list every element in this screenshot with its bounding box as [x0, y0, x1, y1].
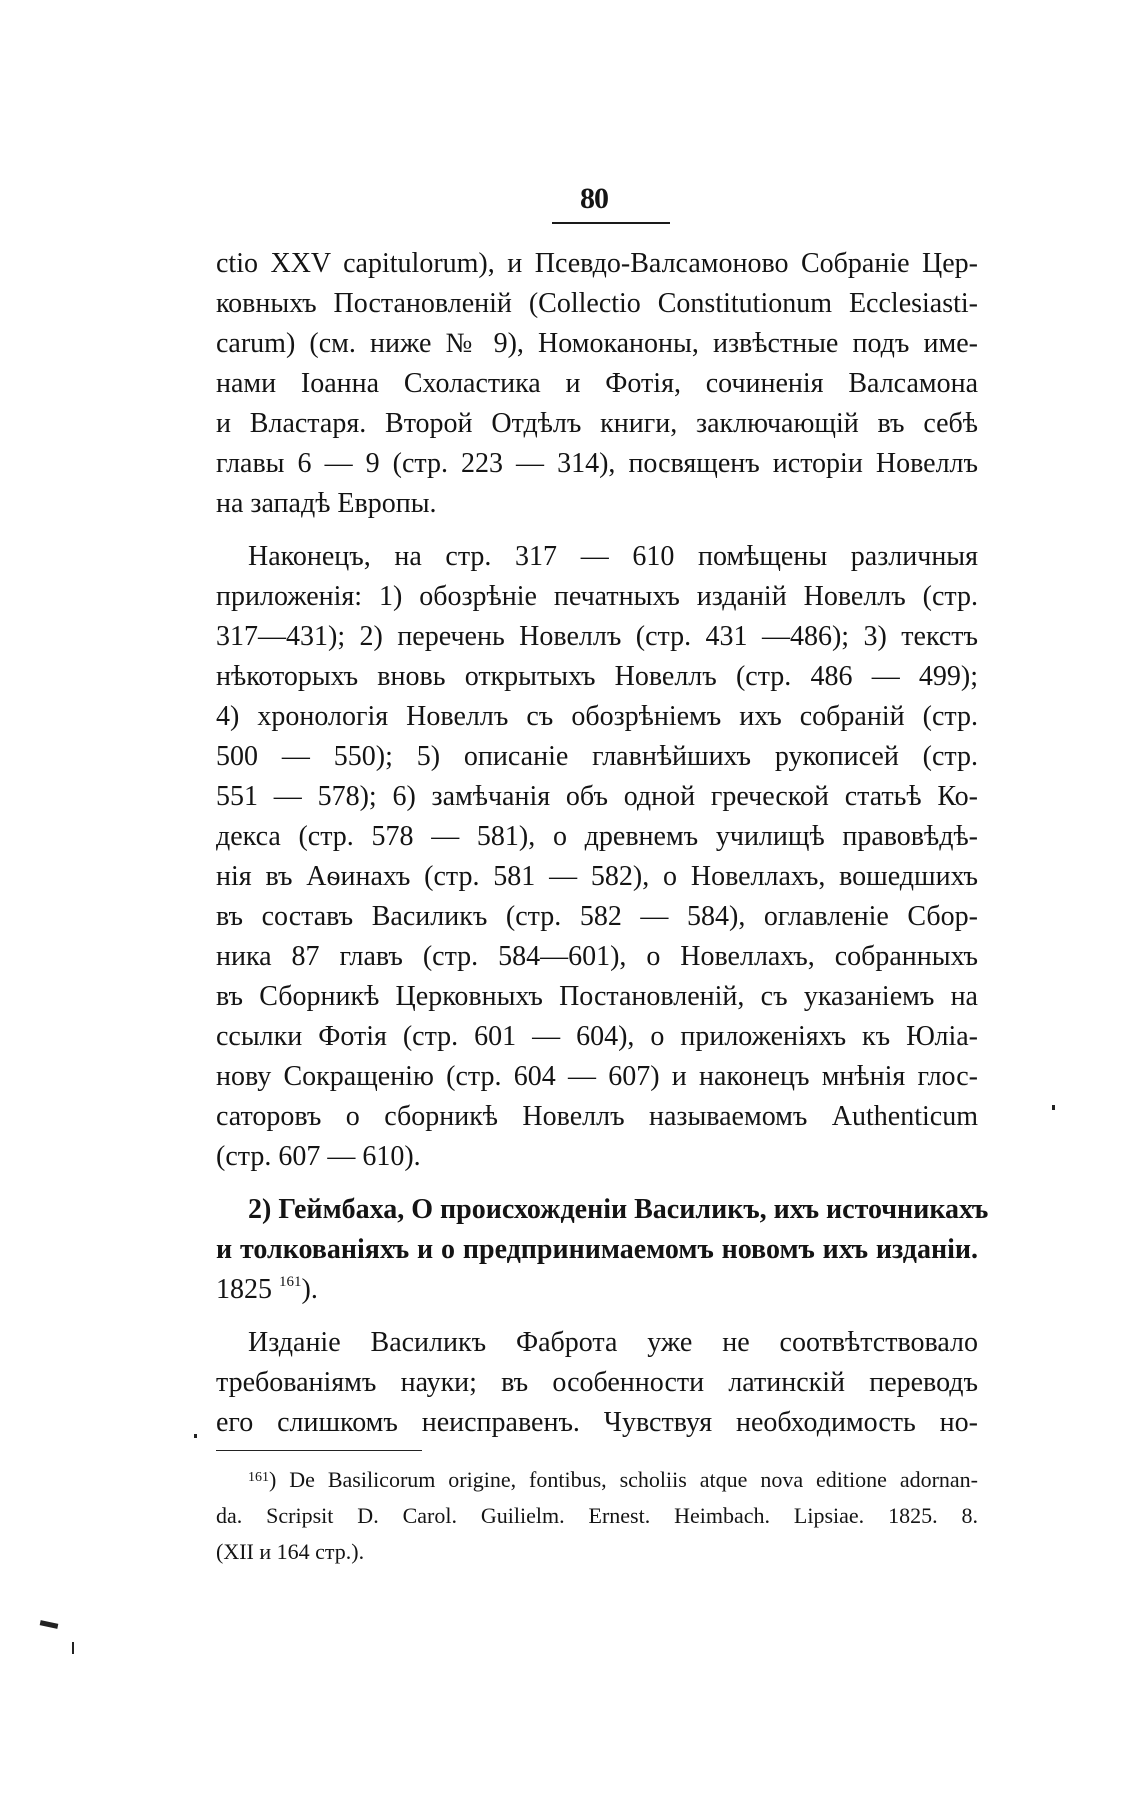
footnote-line: da. Scripsit D. Carol. Guilielm. Ernest. Heimbach. Lipsiae. 1825. 8.: [216, 1503, 978, 1528]
text-line: нія въ Аѳинахъ (стр. 581 — 582), о Новеллахъ, вошедшихъ: [216, 861, 978, 892]
text-line: на западѣ Европы.: [216, 488, 437, 519]
footnote-ref: 161: [279, 1273, 302, 1290]
entry-year-tail: ).: [301, 1274, 318, 1305]
footnote: [216, 1462, 978, 1570]
ink-speck: [1052, 1105, 1055, 1110]
footnote-number: 161: [248, 1470, 269, 1485]
text-line: ctio XXV capitulorum), и Псевдо-Валсамоново Собраніе Цер-: [216, 248, 978, 279]
text-line: его слишкомъ неисправенъ. Чувствуя необходимость но-: [216, 1407, 978, 1438]
text-line: декса (стр. 578 — 581), о древнемъ училищѣ правовѣдѣ-: [216, 821, 978, 852]
ink-speck: [40, 1620, 59, 1629]
text-line: 551 — 578); 6) замѣчанія объ одной греческой статьѣ Ко-: [216, 781, 978, 812]
text-line: нами Іоанна Схоластика и Фотія, сочиненія Валсамона: [216, 368, 978, 399]
text-line: 317—431); 2) перечень Новеллъ (стр. 431 —486); 3) текстъ: [216, 621, 978, 652]
entry-year-line: [216, 1270, 978, 1310]
page-number: 80: [580, 182, 608, 215]
text-line: 500 — 550); 5) описаніе главнѣйшихъ рукописей (стр.: [216, 741, 978, 772]
text-line: ковныхъ Постановленій (Collectio Constitutionum Ecclesiasti-: [216, 288, 978, 319]
entry-year: 1825: [216, 1274, 272, 1305]
footnote-rule: [216, 1450, 422, 1451]
text-line: 4) хронологія Новеллъ съ обозрѣніемъ ихъ собраній (стр.: [216, 701, 978, 732]
text-line: саторовъ о сборникѣ Новеллъ называемомъ Authenticum: [216, 1101, 978, 1132]
body-text: [216, 244, 989, 1443]
entry-title-line: и толкованіяхъ и о предпринимаемомъ новомъ ихъ изданіи.: [216, 1234, 978, 1265]
text-line: и Властаря. Второй Отдѣлъ книги, заключающій въ себѣ: [216, 408, 978, 439]
ink-speck: [72, 1642, 74, 1654]
text-line: главы 6 — 9 (стр. 223 — 314), посвященъ исторіи Новеллъ: [216, 448, 978, 479]
text-line: ссылки Фотія (стр. 601 — 604), о приложеніяхъ къ Юліа-: [216, 1021, 978, 1052]
footnote-line: [216, 1462, 978, 1498]
entry-title-line: 2) Геймбаха, О происхожденіи Василикъ, ихъ источникахъ: [248, 1194, 989, 1225]
text-line: въ составъ Василикъ (стр. 582 — 584), оглавленіе Сбор-: [216, 901, 978, 932]
text-line: Наконецъ, на стр. 317 — 610 помѣщены различныя: [248, 541, 978, 572]
text-line: carum) (см. ниже № 9), Номоканоны, извѣстные подъ име-: [216, 328, 978, 359]
text-line: нѣкоторыхъ вновь открытыхъ Новеллъ (стр. 486 — 499);: [216, 661, 978, 692]
text-line: Изданіе Василикъ Фаброта уже не соотвѣтствовало: [248, 1327, 978, 1358]
ink-speck: [194, 1434, 197, 1438]
page-number-rule: [552, 222, 670, 224]
text-line: въ Сборникѣ Церковныхъ Постановленій, съ указаніемъ на: [216, 981, 978, 1012]
text-line: требованіямъ науки; въ особенности латинскій переводъ: [216, 1367, 978, 1398]
text-line: нову Сокращенію (стр. 604 — 607) и наконецъ мнѣнія глос-: [216, 1061, 978, 1092]
footnote-text: ) De Basilicorum origine, fontibus, scholiis atque nova editione adornan-: [269, 1467, 978, 1492]
text-line: приложенія: 1) обозрѣніе печатныхъ изданій Новеллъ (стр.: [216, 581, 978, 612]
text-line: ника 87 главъ (стр. 584—601), о Новеллахъ, собранныхъ: [216, 941, 978, 972]
text-line: (стр. 607 — 610).: [216, 1141, 421, 1172]
footnote-line: (XII и 164 стр.).: [216, 1539, 365, 1564]
